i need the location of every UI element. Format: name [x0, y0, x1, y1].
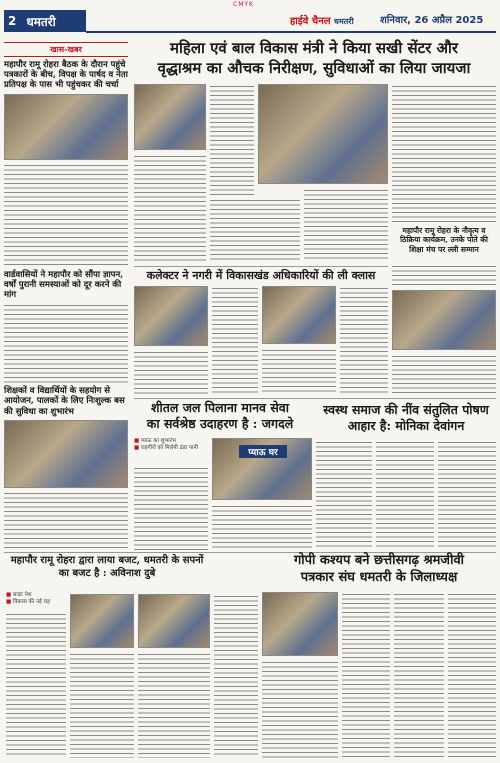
press-body-col2: [394, 592, 444, 758]
masthead-city: धमतरी: [334, 16, 354, 26]
right-box-body-top: [392, 264, 496, 286]
water-body-col0: [134, 466, 208, 550]
water-bullet-2: ■ राहगीरों को मिलेगी ठंडा पानी: [134, 445, 204, 452]
right-box-body: [392, 354, 496, 394]
mayor-photo-2: [138, 594, 210, 648]
press-body-col0: [262, 660, 338, 758]
section-banner: [4, 10, 86, 32]
press-headline: गोपी कश्यप बने छत्तीसगढ़ श्रमजीवी पत्रकार संघ धमतरी के जिलाध्यक्ष: [293, 553, 465, 585]
header-rule: [86, 31, 496, 33]
main-story-body-col2: [210, 198, 300, 262]
mayor-body-col0: [6, 612, 66, 758]
left-section-tag: खास-खबर: [4, 42, 128, 57]
left-story3-photo: [4, 420, 128, 488]
press-body-col1: [342, 592, 390, 758]
nutrition-body-col2: [438, 440, 496, 550]
divider-collector: [134, 266, 388, 267]
water-headline: शीतल जल पिलाना मानव सेवा का सर्वश्रेष्ठ उदाहरण है : जगदले: [146, 400, 294, 432]
collector-headline: कलेक्टर ने नगरी में विकासखंड अधिकारियों की ली क्लास: [146, 269, 376, 282]
page-header: [0, 0, 500, 40]
mayor-bullet-1: ■ बजट पेश: [6, 592, 66, 599]
press-body-col3: [448, 592, 496, 758]
main-story-body-col3: [304, 188, 388, 262]
water-body-col1: [212, 504, 312, 550]
mayor-bullet-2: ■ विकास की नई राह: [6, 599, 66, 606]
collector-photo-mid: [262, 286, 336, 344]
nutrition-body-col1: [376, 440, 434, 550]
page-number: 2: [8, 14, 17, 28]
nutrition-body-col0: [316, 440, 372, 550]
right-column-body: [392, 84, 496, 224]
main-story-body-col0: [134, 154, 206, 262]
mayor-photo-1: [70, 594, 134, 648]
left-story1-body: [4, 163, 128, 267]
water-photo: [212, 438, 312, 500]
collector-body-col3: [340, 286, 388, 394]
divider-water: [134, 398, 496, 399]
mayor-body-col1: [70, 652, 134, 758]
left-story1-headline: महापौर रामू रोहरा बैठक के दौरान पहुंचे पत्रकारों के बीच, विपक्ष के पार्षद व नेता प्रतिपक्ष के पास भी पहुंचकर की चर्चा: [4, 60, 128, 91]
collector-body-col0: [134, 350, 208, 394]
water-sign: प्याऊ घर: [239, 445, 287, 458]
cmyk-marker: CMYK: [233, 1, 254, 8]
right-box-photo: [392, 290, 496, 350]
main-story-photo-large: [258, 84, 388, 184]
main-story-photo-small: [134, 84, 206, 150]
left-story3-headline: शिक्षकों व विद्यार्थियों के सहयोग से आयोजन, पालकों के लिए निःशुल्क बस की सुविधा का शुभारंभ: [4, 386, 125, 417]
nutrition-headline: स्वस्थ समाज की नींव संतुलित पोषण आहार है: मोनिका देवांगन: [323, 402, 489, 434]
collector-photo-small: [134, 286, 208, 346]
right-box-headline: महापौर रामू रोहरा के नौवृत्य व ठिक्रिया कार्यक्रम, उनके पोते की शिक्षा मंच पर ल्ली सम्मान: [400, 226, 488, 254]
left-story1-photo: [4, 94, 128, 160]
collector-body-col2: [262, 348, 336, 394]
main-headline: महिला एवं बाल विकास मंत्री ने किया सखी सेंटर और वृद्धाश्रम का औचक निरीक्षण, सुविधाओं का लिया जायजा: [157, 39, 471, 78]
masthead-brand: हाईवे चैनल धमतरी: [290, 16, 354, 27]
left-story2-body: [4, 303, 128, 383]
collector-body-col1: [212, 286, 258, 394]
main-story-body-col1: [210, 84, 254, 196]
left-story3-body: [4, 491, 128, 551]
water-bullet-1: ■ प्याऊ का शुभारंभ: [134, 438, 204, 445]
water-bullets: [134, 438, 204, 452]
mayor-bullets: [6, 592, 66, 606]
mayor-body-col3: [214, 594, 258, 758]
mayor-body-col2: [138, 652, 210, 758]
issue-date: शनिवार, 26 अप्रैल 2025: [380, 15, 484, 26]
left-story2-headline: वार्डवासियों ने महापौर को सौंपा ज्ञापन, वर्षों पुरानी समस्याओं को दूर करने की मांग: [4, 269, 124, 300]
mayor-budget-headline: महापौर रामू रोहरा द्वारा लाया बजट, धमतरी के सपनों का बजट है : अविनाश दुबे: [10, 555, 204, 579]
section-name: धमतरी: [26, 14, 56, 29]
press-photo: [262, 592, 338, 656]
